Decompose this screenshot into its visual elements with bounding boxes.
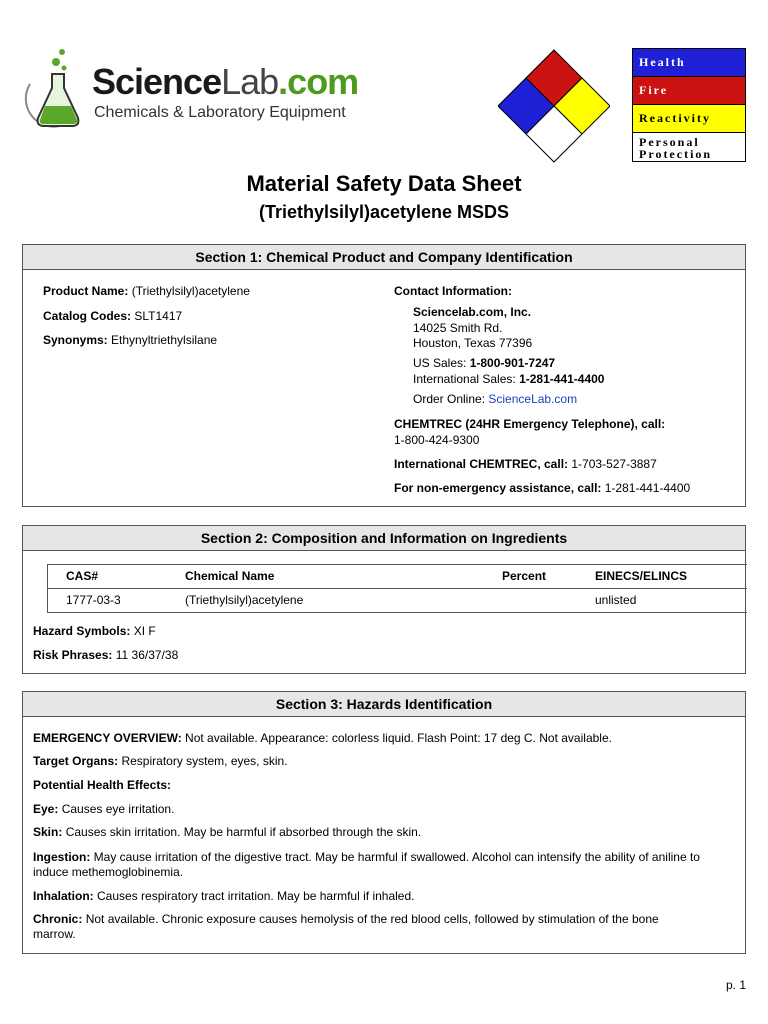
ingestion-label: Ingestion: xyxy=(33,850,91,864)
personal-protection-line2: Protection xyxy=(639,147,713,161)
emergency-overview-value: Not available. Appearance: colorless liquid. Flash Point: 17 deg C. Not available. xyxy=(185,731,612,745)
logo-word-lab: Lab xyxy=(221,61,279,102)
product-name-value: (Triethylsilyl)acetylene xyxy=(131,284,250,298)
page-number: p. 1 xyxy=(725,978,746,992)
eye-value: Causes eye irritation. xyxy=(61,802,175,816)
sciencelab-logo xyxy=(20,44,359,134)
logo-tagline: Chemicals & Laboratory Equipment xyxy=(94,104,346,121)
synonyms-row xyxy=(43,333,217,348)
hazard-fire-label: Fire xyxy=(633,77,745,105)
international-chemtrec-label: International CHEMTREC, call: xyxy=(394,457,569,471)
section-3-heading: Section 3: Hazards Identification xyxy=(23,692,745,717)
hazard-reactivity-label: Reactivity xyxy=(633,105,745,133)
risk-phrases-row xyxy=(33,648,178,663)
potential-health-effects-label: Potential Health Effects: xyxy=(33,778,172,792)
international-sales-row xyxy=(413,372,604,387)
skin-value: Causes skin irritation. May be harmful if absorbed through the skin. xyxy=(65,825,422,839)
skin-label: Skin: xyxy=(33,825,63,839)
international-chemtrec-row xyxy=(394,457,657,472)
hazard-symbols-value: XI F xyxy=(133,624,156,638)
nfpa-diamond-icon xyxy=(498,48,610,168)
column-header-percent: Percent xyxy=(502,569,547,583)
section-3 xyxy=(22,691,746,954)
chronic-row xyxy=(33,912,659,927)
international-chemtrec-phone: 1-703-527-3887 xyxy=(571,457,657,471)
us-sales-row xyxy=(413,356,555,371)
inhalation-label: Inhalation: xyxy=(33,889,94,903)
column-header-cas: CAS# xyxy=(66,569,99,583)
catalog-codes-label: Catalog Codes: xyxy=(43,309,132,323)
logo-word-science: Science xyxy=(92,61,222,102)
risk-phrases-value: 11 36/37/38 xyxy=(115,648,179,662)
section-1-heading: Section 1: Chemical Product and Company Identification xyxy=(23,245,745,270)
catalog-codes-value: SLT1417 xyxy=(134,309,183,323)
product-name-row xyxy=(43,284,250,299)
personal-protection-line1: Personal xyxy=(639,135,700,149)
company-name: Sciencelab.com, Inc. xyxy=(413,305,532,319)
eye-row xyxy=(33,802,174,817)
address-line-1: 14025 Smith Rd. xyxy=(413,321,503,335)
order-online-link[interactable]: ScienceLab.com xyxy=(488,392,578,406)
us-sales-label: US Sales: xyxy=(413,356,467,370)
non-emergency-phone: 1-281-441-4400 xyxy=(604,481,691,495)
chemtrec-label: CHEMTREC (24HR Emergency Telephone), call: xyxy=(394,417,666,431)
document-title: Material Safety Data Sheet xyxy=(246,171,522,196)
chemtrec-phone: 1-800-424-9300 xyxy=(394,433,480,447)
product-name-label: Product Name: xyxy=(43,284,129,298)
international-sales-phone: 1-281-441-4400 xyxy=(519,372,605,386)
synonyms-label: Synonyms: xyxy=(43,333,108,347)
target-organs-value: Respiratory system, eyes, skin. xyxy=(121,754,288,768)
section-1 xyxy=(22,244,746,507)
table-cell-cas: 1777-03-3 xyxy=(66,593,121,607)
target-organs-row xyxy=(33,754,288,769)
chronic-value-continued: marrow. xyxy=(33,927,76,941)
hazard-legend xyxy=(632,48,746,162)
non-emergency-row xyxy=(394,481,690,496)
inhalation-row xyxy=(33,889,414,904)
ingestion-row xyxy=(33,850,700,865)
logo-word-com: .com xyxy=(278,61,359,102)
skin-row xyxy=(33,825,421,840)
section-2-heading: Section 2: Composition and Information on Ingredients xyxy=(23,526,745,551)
ingestion-value-continued: induce methemoglobinemia. xyxy=(33,865,184,879)
column-header-einecs: EINECS/ELINCS xyxy=(595,569,688,583)
ingestion-value: May cause irritation of the digestive tract. May be harmful if swallowed. Alcohol can intensify the ability of aniline to xyxy=(93,850,700,864)
eye-label: Eye: xyxy=(33,802,59,816)
catalog-codes-row xyxy=(43,309,182,324)
column-header-chemical-name: Chemical Name xyxy=(185,569,275,583)
contact-information-label: Contact Information: xyxy=(394,284,512,298)
address-line-2: Houston, Texas 77396 xyxy=(413,336,533,350)
hazard-symbols-label: Hazard Symbols: xyxy=(33,624,131,638)
table-cell-einecs: unlisted xyxy=(595,593,637,607)
hazard-health-label: Health xyxy=(633,49,745,77)
synonyms-value: Ethynyltriethylsilane xyxy=(111,333,218,347)
us-sales-phone: 1-800-901-7247 xyxy=(469,356,556,370)
international-sales-label: International Sales: xyxy=(413,372,516,386)
emergency-overview-label: EMERGENCY OVERVIEW: xyxy=(33,731,182,745)
risk-phrases-label: Risk Phrases: xyxy=(33,648,113,662)
inhalation-value: Causes respiratory tract irritation. May be harmful if inhaled. xyxy=(97,889,415,903)
logo-wordmark xyxy=(92,62,358,102)
order-online-label: Order Online: xyxy=(413,392,486,406)
order-online-row xyxy=(413,392,577,407)
flask-icon xyxy=(20,44,90,134)
target-organs-label: Target Organs: xyxy=(33,754,119,768)
table-cell-chemical-name: (Triethylsilyl)acetylene xyxy=(185,593,304,607)
hazard-personal-protection-label xyxy=(633,133,745,161)
non-emergency-label: For non-emergency assistance, call: xyxy=(394,481,602,495)
chronic-value: Not available. Chronic exposure causes hemolysis of the red blood cells, followed by stimulation of the bone xyxy=(85,912,659,926)
chronic-label: Chronic: xyxy=(33,912,83,926)
emergency-overview-row xyxy=(33,731,612,746)
section-2 xyxy=(22,525,746,674)
hazard-symbols-row xyxy=(33,624,156,639)
document-subtitle: (Triethylsilyl)acetylene MSDS xyxy=(258,202,510,222)
